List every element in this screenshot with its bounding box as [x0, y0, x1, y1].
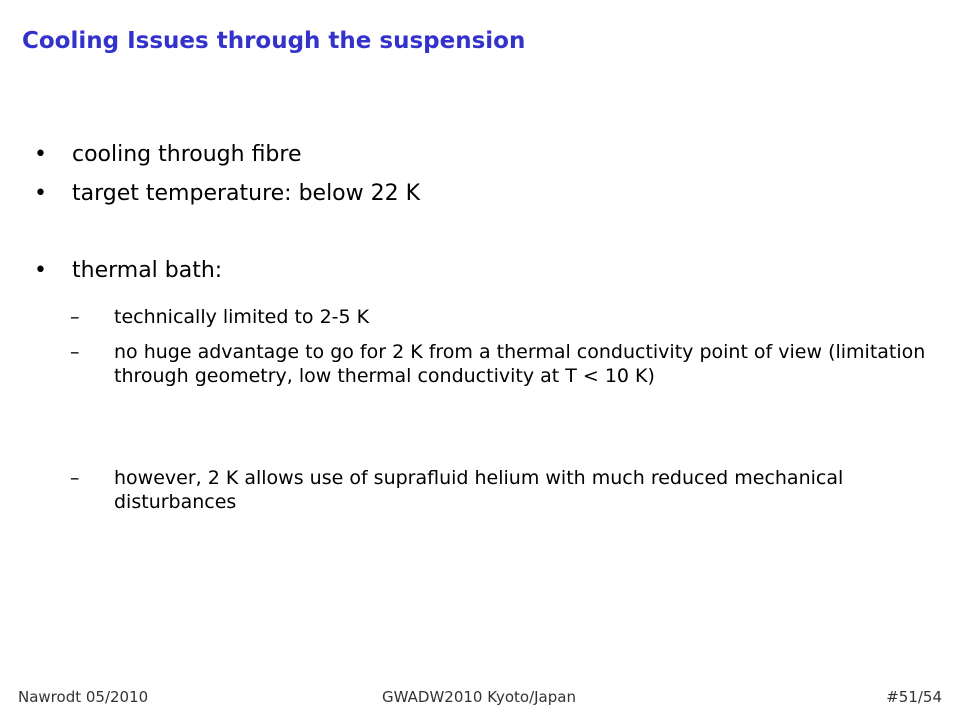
bullet-marker: • [34, 142, 47, 167]
slide-title: Cooling Issues through the suspension [22, 28, 526, 54]
bullet-item [34, 181, 420, 207]
footer-event: GWADW2010 Kyoto/Japan [382, 688, 576, 706]
bullet-marker: • [34, 181, 47, 206]
bullet-text: thermal bath: [72, 258, 223, 283]
footer-page-number: #51/54 [886, 688, 942, 706]
bullet-item [34, 258, 222, 284]
sub-bullet-item [70, 305, 930, 329]
bullet-item [34, 142, 302, 168]
sub-bullet-marker: – [70, 467, 80, 489]
bullet-text: target temperature: below 22 K [72, 181, 421, 206]
sub-bullet-text: no huge advantage to go for 2 K from a thermal conductivity point of view (limitation through geometry, low thermal conductivity at T < 10 K) [114, 341, 926, 387]
sub-bullet-marker: – [70, 341, 80, 363]
sub-bullet-text: technically limited to 2-5 K [114, 306, 370, 328]
bullet-text: cooling through fibre [72, 142, 302, 167]
sub-bullet-item [70, 340, 930, 388]
bullet-marker: • [34, 258, 47, 283]
sub-bullet-item [70, 466, 930, 514]
sub-bullet-marker: – [70, 306, 80, 328]
sub-bullet-text: however, 2 K allows use of suprafluid helium with much reduced mechanical disturbances [114, 467, 844, 513]
footer-author-date: Nawrodt 05/2010 [18, 688, 149, 706]
